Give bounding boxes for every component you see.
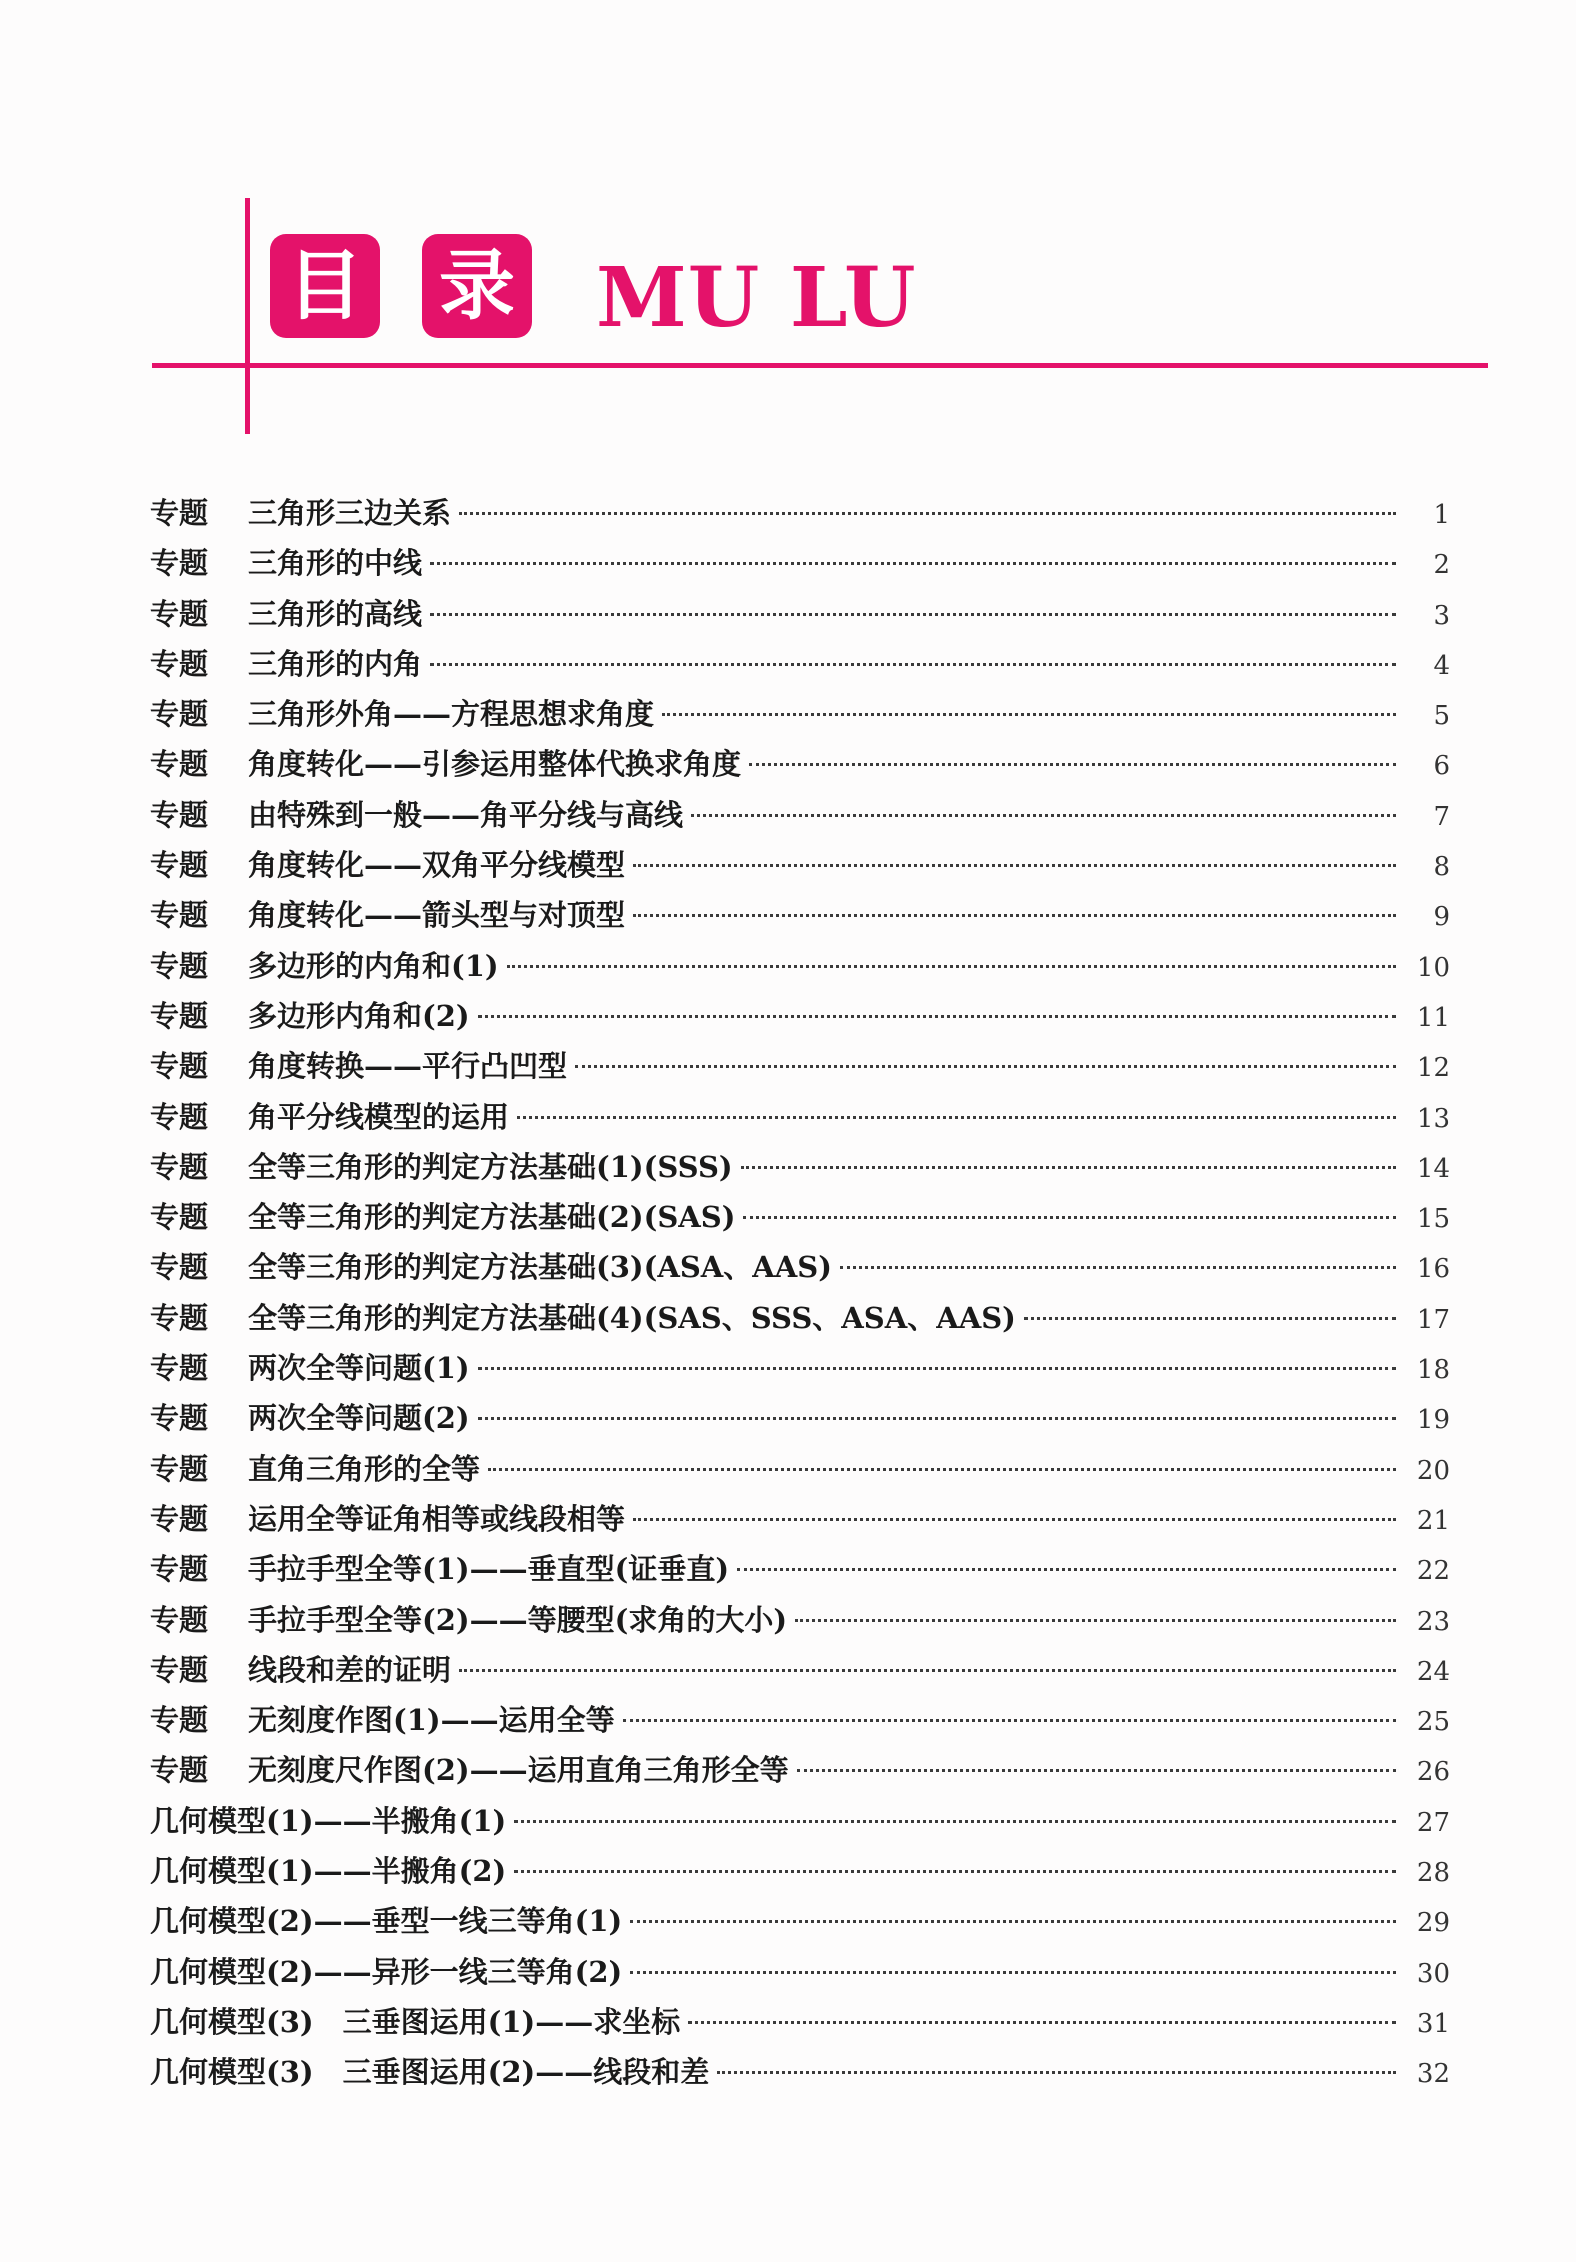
toc-dot-leader [478, 1367, 1396, 1370]
toc-dot-leader [795, 1619, 1396, 1622]
toc-page-number: 5 [1433, 701, 1450, 732]
toc-entry[interactable] [150, 1695, 1450, 1745]
toc-entry-label [150, 1846, 506, 1896]
toc-entry[interactable] [150, 639, 1450, 689]
toc-entry[interactable] [150, 1796, 1450, 1846]
toc-entry[interactable] [150, 1242, 1450, 1292]
toc-page-number: 21 [1416, 1505, 1450, 1536]
toc-entry-title: 全等三角形的判定方法基础(3)(ASA、AAS) [248, 1250, 832, 1285]
toc-entry-title: 几何模型(1)——半搬角(1) [150, 1803, 507, 1838]
toc-page-number: 11 [1416, 1002, 1450, 1033]
toc-entry-title: 角度转化——箭头型与对顶型 [248, 898, 626, 933]
title-tile-lu: 录 [422, 234, 532, 338]
toc-entry-prefix: 专题 [150, 1200, 209, 1235]
toc-page-number: 28 [1416, 1858, 1450, 1889]
toc-entry[interactable] [150, 1041, 1450, 1091]
toc-page-number: 32 [1416, 2059, 1450, 2090]
toc-entry-title: 几何模型(3) 三垂图运用(1)——求坐标 [150, 2004, 681, 2039]
toc-dot-leader [459, 512, 1396, 515]
toc-entry[interactable] [150, 1092, 1450, 1142]
toc-page-number: 25 [1416, 1707, 1450, 1738]
toc-entry-label [150, 1293, 1016, 1343]
toc-entry[interactable] [150, 1745, 1450, 1795]
toc-entry-title: 几何模型(3) 三垂图运用(2)——线段和差 [150, 2055, 710, 2090]
toc-entry[interactable] [150, 1192, 1450, 1242]
toc-entry-label [150, 1092, 509, 1142]
toc-dot-leader [488, 1468, 1396, 1471]
toc-dot-leader [514, 1870, 1396, 1873]
toc-page-number: 12 [1416, 1053, 1450, 1084]
toc-entry-label [150, 589, 422, 639]
toc-dot-leader [691, 814, 1396, 817]
toc-page-number: 2 [1433, 550, 1450, 581]
toc-entry-title: 线段和差的证明 [248, 1652, 452, 1687]
toc-entry[interactable] [150, 1544, 1450, 1594]
toc-entry-title: 三角形的中线 [248, 546, 423, 581]
toc-entry[interactable] [150, 689, 1450, 739]
toc-page-number: 16 [1416, 1254, 1450, 1285]
toc-page-number: 7 [1433, 801, 1450, 832]
toc-entry-prefix: 专题 [150, 1099, 209, 1134]
toc-entry-prefix: 专题 [150, 1300, 209, 1335]
toc-entry[interactable] [150, 488, 1450, 538]
toc-entry-prefix: 专题 [150, 1451, 209, 1486]
toc-dot-leader [430, 562, 1396, 565]
toc-entry-label [150, 1796, 506, 1846]
toc-entry-title: 由特殊到一般——角平分线与高线 [248, 797, 684, 832]
toc-dot-leader [478, 1015, 1396, 1018]
toc-entry-prefix: 专题 [150, 596, 209, 631]
toc-entry-title: 角度转换——平行凸凹型 [248, 1049, 568, 1084]
toc-page-number: 19 [1416, 1405, 1450, 1436]
toc-dot-leader [749, 763, 1396, 766]
toc-dot-leader [1024, 1317, 1396, 1320]
toc-dot-leader [840, 1266, 1396, 1269]
toc-entry-prefix: 专题 [150, 697, 209, 732]
toc-entry-label [150, 1242, 832, 1292]
toc-dot-leader [630, 1920, 1396, 1923]
toc-dot-leader [430, 663, 1396, 666]
toc-page-number: 30 [1416, 1958, 1450, 1989]
toc-entry-label [150, 840, 625, 890]
toc-entry-label [150, 1192, 735, 1242]
toc-entry-label [150, 1595, 787, 1645]
toc-page-number: 29 [1416, 1908, 1450, 1939]
toc-dot-leader [737, 1568, 1396, 1571]
toc-entry[interactable] [150, 1494, 1450, 1544]
toc-entry[interactable] [150, 538, 1450, 588]
toc-entry[interactable] [150, 589, 1450, 639]
toc-entry-label [150, 1393, 470, 1443]
toc-page-number: 27 [1416, 1807, 1450, 1838]
toc-dot-leader [514, 1820, 1396, 1823]
toc-entry[interactable] [150, 1645, 1450, 1695]
toc-entry-prefix: 专题 [150, 1753, 209, 1788]
toc-entry-title: 两次全等问题(1) [248, 1351, 470, 1386]
toc-entry-prefix: 专题 [150, 1703, 209, 1738]
toc-entry-label [150, 1544, 729, 1594]
toc-page-number: 6 [1433, 751, 1450, 782]
toc-page-number: 14 [1416, 1153, 1450, 1184]
toc-entry[interactable] [150, 1444, 1450, 1494]
toc-entry-label [150, 1745, 789, 1795]
toc-dot-leader [623, 1719, 1396, 1722]
toc-page-number: 13 [1416, 1103, 1450, 1134]
toc-entry[interactable] [150, 890, 1450, 940]
toc-dot-leader [797, 1769, 1396, 1772]
toc-entry-label [150, 488, 451, 538]
toc-entry[interactable] [150, 1142, 1450, 1192]
toc-entry-prefix: 专题 [150, 747, 209, 782]
toc-entry-prefix: 专题 [150, 1250, 209, 1285]
toc-entry-label [150, 790, 683, 840]
toc-entry-title: 几何模型(2)——垂型一线三等角(1) [150, 1904, 623, 1939]
toc-page-number: 8 [1433, 852, 1450, 883]
toc-entry-title: 全等三角形的判定方法基础(4)(SAS、SSS、ASA、AAS) [248, 1300, 1016, 1335]
toc-entry-title: 三角形外角——方程思想求角度 [248, 697, 655, 732]
toc-entry[interactable] [150, 991, 1450, 1041]
toc-page-number: 9 [1433, 902, 1450, 933]
toc-entry-title: 无刻度尺作图(2)——运用直角三角形全等 [248, 1753, 789, 1788]
toc-entry-title: 手拉手型全等(2)——等腰型(求角的大小) [248, 1602, 788, 1637]
toc-page-number: 4 [1433, 650, 1450, 681]
toc-entry[interactable] [150, 1997, 1450, 2047]
toc-entry-prefix: 专题 [150, 1149, 209, 1184]
toc-entry-label [150, 1142, 733, 1192]
toc-entry[interactable] [150, 739, 1450, 789]
toc-page-number: 17 [1416, 1304, 1450, 1335]
toc-entry[interactable] [150, 1293, 1450, 1343]
toc-entry-label [150, 1645, 451, 1695]
table-of-contents [150, 488, 1450, 2098]
toc-entry-label [150, 739, 741, 789]
toc-entry-label [150, 1695, 615, 1745]
toc-entry-label [150, 1947, 622, 1997]
toc-dot-leader [717, 2071, 1396, 2074]
toc-page-number: 1 [1433, 500, 1450, 530]
toc-entry[interactable] [150, 840, 1450, 890]
toc-entry-title: 几何模型(1)——半搬角(2) [150, 1854, 507, 1889]
toc-entry-prefix: 专题 [150, 1049, 209, 1084]
toc-dot-leader [507, 965, 1396, 968]
toc-entry-title: 三角形的高线 [248, 596, 423, 631]
toc-entry[interactable] [150, 1896, 1450, 1946]
toc-entry-label [150, 991, 470, 1041]
toc-entry-prefix: 专题 [150, 1401, 209, 1436]
toc-entry-label [150, 1444, 480, 1494]
toc-entry-prefix: 专题 [150, 797, 209, 832]
toc-page-number: 15 [1416, 1204, 1450, 1235]
toc-entry[interactable] [150, 1595, 1450, 1645]
toc-page-number: 3 [1433, 600, 1450, 631]
toc-entry-prefix: 专题 [150, 1552, 209, 1587]
header-horizontal-rule [152, 363, 1488, 368]
toc-entry[interactable] [150, 2047, 1450, 2097]
toc-entry-label [150, 538, 422, 588]
toc-entry-label [150, 1997, 680, 2047]
toc-entry-label [150, 1494, 625, 1544]
toc-entry-label [150, 689, 654, 739]
toc-entry-label [150, 1343, 470, 1393]
toc-entry-label [150, 1041, 567, 1091]
header-vertical-rule [245, 198, 250, 434]
toc-entry-prefix: 专题 [150, 1501, 209, 1536]
toc-entry-prefix: 专题 [150, 546, 209, 581]
toc-dot-leader [633, 914, 1396, 917]
toc-dot-leader [478, 1417, 1396, 1420]
toc-dot-leader [743, 1216, 1396, 1219]
toc-entry-prefix: 专题 [150, 998, 209, 1033]
toc-entry-prefix: 专题 [150, 496, 209, 530]
toc-dot-leader [633, 864, 1396, 867]
toc-entry-title: 三角形三边关系 [248, 496, 452, 530]
toc-entry[interactable] [150, 1343, 1450, 1393]
toc-dot-leader [688, 2021, 1396, 2024]
toc-entry-prefix: 专题 [150, 1602, 209, 1637]
toc-dot-leader [517, 1116, 1396, 1119]
toc-entry-title: 多边形内角和(2) [248, 998, 470, 1033]
toc-entry-label [150, 941, 499, 991]
toc-page-number: 18 [1416, 1355, 1450, 1386]
toc-dot-leader [630, 1971, 1396, 1974]
toc-entry-title: 几何模型(2)——异形一线三等角(2) [150, 1954, 623, 1989]
toc-entry-prefix: 专题 [150, 646, 209, 681]
toc-dot-leader [459, 1669, 1396, 1672]
toc-entry-title: 无刻度作图(1)——运用全等 [248, 1703, 615, 1738]
toc-entry[interactable] [150, 1846, 1450, 1896]
toc-entry-prefix: 专题 [150, 1351, 209, 1386]
toc-entry[interactable] [150, 1947, 1450, 1997]
toc-dot-leader [741, 1166, 1396, 1169]
toc-entry-title: 角度转化——引参运用整体代换求角度 [248, 747, 742, 782]
toc-entry-title: 直角三角形的全等 [248, 1451, 481, 1486]
toc-entry-title: 全等三角形的判定方法基础(1)(SSS) [248, 1149, 733, 1184]
toc-entry[interactable] [150, 1393, 1450, 1443]
toc-entry-title: 手拉手型全等(1)——垂直型(证垂直) [248, 1552, 730, 1587]
title-pinyin: MU LU [596, 250, 917, 346]
toc-entry-title: 运用全等证角相等或线段相等 [248, 1501, 626, 1536]
toc-entry-title: 角平分线模型的运用 [248, 1099, 510, 1134]
toc-page-number: 20 [1416, 1455, 1450, 1486]
toc-page-number: 31 [1416, 2008, 1450, 2039]
toc-page-number: 10 [1416, 952, 1450, 983]
toc-entry-label [150, 639, 422, 689]
toc-page-number: 22 [1416, 1556, 1450, 1587]
toc-dot-leader [430, 613, 1396, 616]
toc-entry-prefix: 专题 [150, 1652, 209, 1687]
toc-dot-leader [633, 1518, 1396, 1521]
toc-entry-title: 多边形的内角和(1) [248, 948, 499, 983]
toc-page-number: 24 [1416, 1656, 1450, 1687]
toc-page-number: 23 [1416, 1606, 1450, 1637]
toc-entry-prefix: 专题 [150, 948, 209, 983]
toc-entry-prefix: 专题 [150, 898, 209, 933]
toc-entry-title: 两次全等问题(2) [248, 1401, 470, 1436]
toc-page-number: 26 [1416, 1757, 1450, 1788]
toc-dot-leader [662, 713, 1396, 716]
toc-entry-title: 全等三角形的判定方法基础(2)(SAS) [248, 1200, 736, 1235]
title-tile-mu: 目 [270, 234, 380, 338]
toc-entry-title: 三角形的内角 [248, 646, 423, 681]
toc-dot-leader [575, 1065, 1396, 1068]
toc-entry-label [150, 1896, 622, 1946]
toc-entry[interactable] [150, 941, 1450, 991]
toc-entry[interactable] [150, 790, 1450, 840]
toc-entry-label [150, 2047, 709, 2097]
toc-entry-prefix: 专题 [150, 848, 209, 883]
toc-entry-title: 角度转化——双角平分线模型 [248, 848, 626, 883]
toc-entry-label [150, 890, 625, 940]
